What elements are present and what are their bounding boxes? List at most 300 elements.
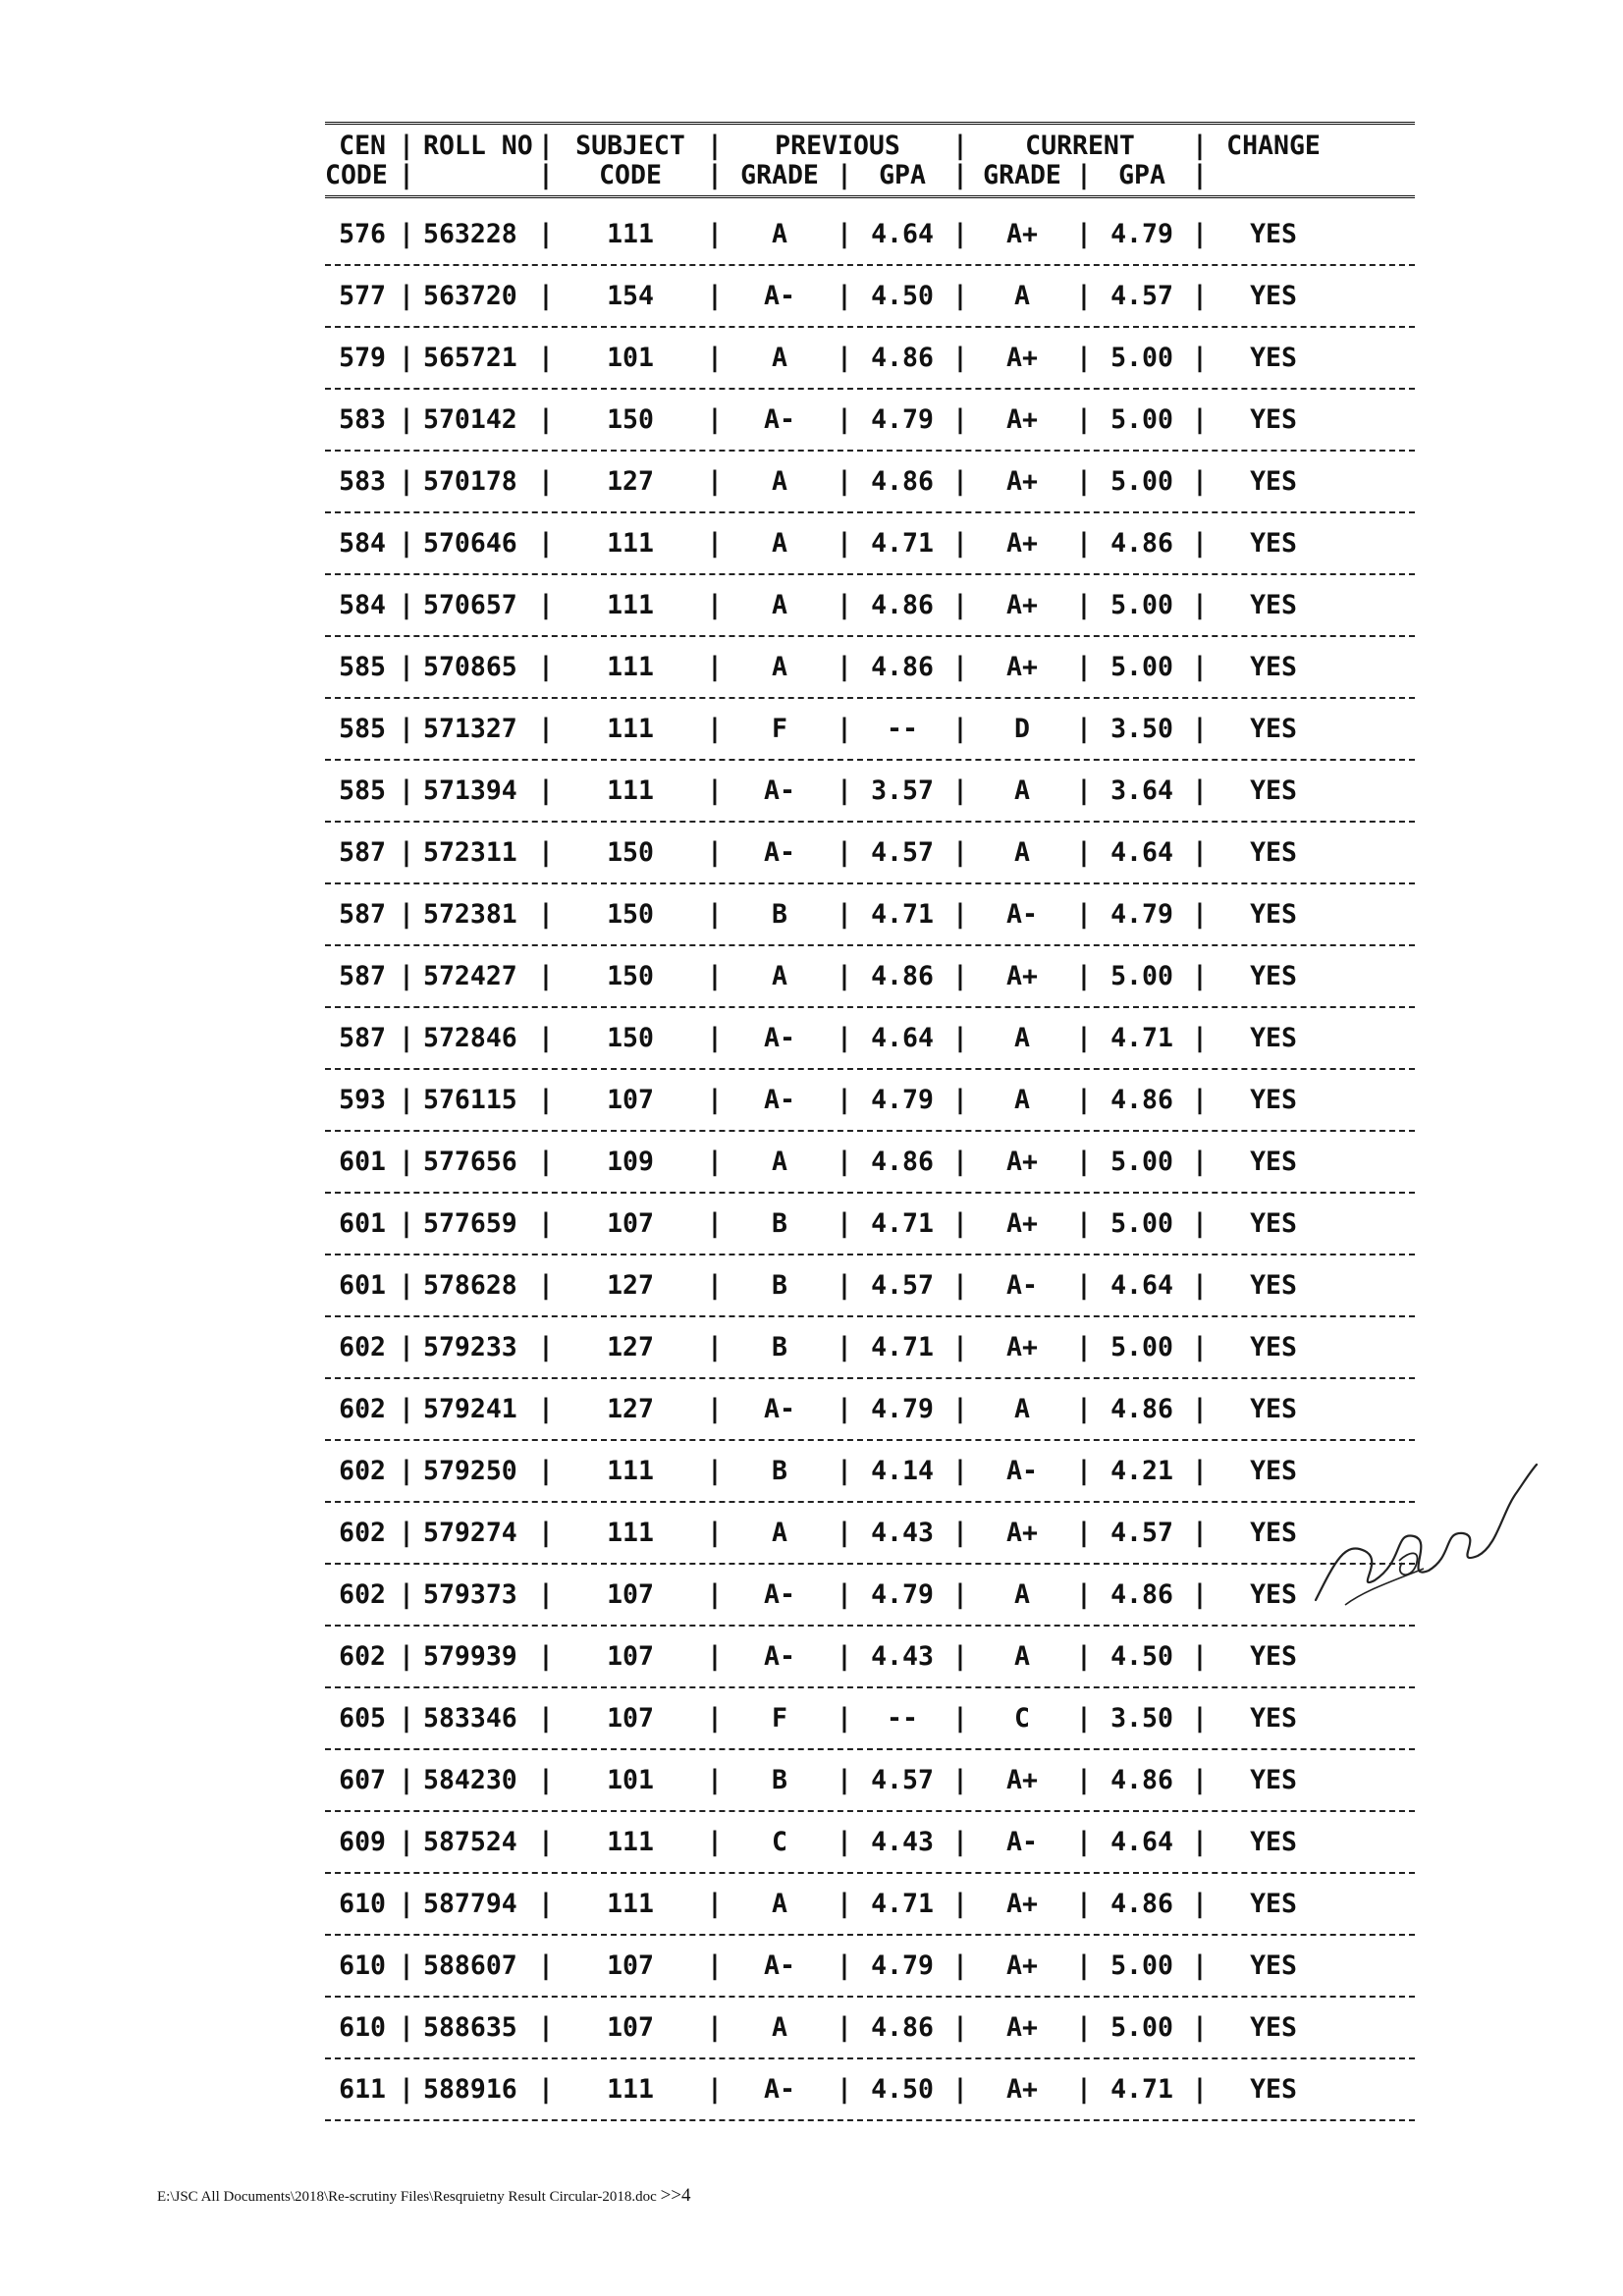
cell-subject-code: 111 — [607, 652, 654, 682]
cell-curr-grade: A+ — [1006, 590, 1038, 620]
cell-curr-gpa: 5.00 — [1110, 590, 1173, 620]
table-row: 583 | 570142 | 150 | A- | 4.79 | A+ | 5.00 | YES — [325, 390, 1415, 450]
cell-cen-code: 584 — [339, 590, 386, 620]
cell-prev-grade: C — [772, 1827, 787, 1857]
cell-curr-grade: A — [1014, 837, 1030, 868]
cell-change: YES — [1250, 1950, 1297, 1981]
cell-prev-grade: A- — [764, 1950, 795, 1981]
cell-curr-gpa: 5.00 — [1110, 2012, 1173, 2043]
cell-subject-code: 107 — [607, 1950, 654, 1981]
cell-cen-code: 587 — [339, 899, 386, 930]
cell-roll-no: 571394 — [423, 775, 517, 806]
table-row: 602 | 579241 | 127 | A- | 4.79 | A | 4.86 | YES — [325, 1379, 1415, 1439]
cell-cen-code: 602 — [339, 1641, 386, 1672]
cell-roll-no: 588607 — [423, 1950, 517, 1981]
cell-curr-gpa: 4.86 — [1110, 528, 1173, 559]
cell-curr-gpa: 5.00 — [1110, 652, 1173, 682]
cell-subject-code: 111 — [607, 219, 654, 249]
table-row: 583 | 570178 | 127 | A | 4.86 | A+ | 5.00 | YES — [325, 452, 1415, 511]
row-divider — [325, 2119, 1415, 2121]
cell-change: YES — [1250, 404, 1297, 435]
cell-roll-no: 579233 — [423, 1332, 517, 1362]
cell-prev-gpa: 4.43 — [871, 1641, 934, 1672]
header-subject-code: CODE — [599, 159, 662, 190]
cell-curr-grade: A+ — [1006, 1950, 1038, 1981]
cell-roll-no: 572427 — [423, 961, 517, 991]
cell-curr-gpa: 5.00 — [1110, 1950, 1173, 1981]
cell-subject-code: 111 — [607, 2074, 654, 2105]
cell-curr-gpa: 4.21 — [1110, 1456, 1173, 1486]
table-row: 587 | 572846 | 150 | A- | 4.64 | A | 4.71 | YES — [325, 1008, 1415, 1068]
cell-curr-gpa: 5.00 — [1110, 404, 1173, 435]
cell-roll-no: 579250 — [423, 1456, 517, 1486]
cell-roll-no: 570646 — [423, 528, 517, 559]
cell-curr-grade: A- — [1006, 1270, 1038, 1301]
cell-cen-code: 587 — [339, 1023, 386, 1053]
cell-prev-gpa: 4.86 — [871, 1147, 934, 1177]
cell-subject-code: 150 — [607, 404, 654, 435]
cell-roll-no: 572846 — [423, 1023, 517, 1053]
cell-roll-no: 583346 — [423, 1703, 517, 1734]
cell-curr-gpa: 4.86 — [1110, 1889, 1173, 1919]
cell-prev-gpa: 4.86 — [871, 961, 934, 991]
table-row: 585 | 570865 | 111 | A | 4.86 | A+ | 5.00 | YES — [325, 637, 1415, 697]
cell-curr-grade: A+ — [1006, 2012, 1038, 2043]
header-cen-code: CODE — [325, 159, 388, 190]
cell-curr-grade: A+ — [1006, 404, 1038, 435]
cell-prev-grade: B — [772, 1456, 787, 1486]
table-row: 602 | 579373 | 107 | A- | 4.79 | A | 4.86 | YES — [325, 1565, 1415, 1625]
cell-change: YES — [1250, 1641, 1297, 1672]
cell-roll-no: 570178 — [423, 466, 517, 497]
table-row: 601 | 577659 | 107 | B | 4.71 | A+ | 5.00 | YES — [325, 1194, 1415, 1254]
cell-prev-grade: A- — [764, 1023, 795, 1053]
header-change: CHANGE — [1226, 130, 1321, 161]
cell-subject-code: 109 — [607, 1147, 654, 1177]
cell-prev-gpa: -- — [887, 1703, 918, 1734]
cell-prev-grade: A — [772, 466, 787, 497]
table-row: 602 | 579250 | 111 | B | 4.14 | A- | 4.21 | YES — [325, 1441, 1415, 1501]
cell-roll-no: 579939 — [423, 1641, 517, 1672]
cell-cen-code: 593 — [339, 1085, 386, 1115]
cell-subject-code: 107 — [607, 1085, 654, 1115]
result-table — [325, 116, 1415, 2121]
table-row: 610 | 588607 | 107 | A- | 4.79 | A+ | 5.00 | YES — [325, 1936, 1415, 1996]
cell-roll-no: 578628 — [423, 1270, 517, 1301]
table-row: 579 | 565721 | 101 | A | 4.86 | A+ | 5.00 | YES — [325, 328, 1415, 388]
cell-change: YES — [1250, 219, 1297, 249]
cell-curr-grade: D — [1014, 714, 1030, 744]
cell-prev-gpa: 4.57 — [871, 837, 934, 868]
cell-prev-gpa: 4.57 — [871, 1765, 934, 1795]
cell-prev-grade: B — [772, 899, 787, 930]
cell-curr-gpa: 4.86 — [1110, 1085, 1173, 1115]
cell-change: YES — [1250, 1208, 1297, 1239]
cell-curr-gpa: 4.79 — [1110, 899, 1173, 930]
cell-curr-grade: A — [1014, 1023, 1030, 1053]
cell-curr-gpa: 4.86 — [1110, 1765, 1173, 1795]
cell-prev-grade: A — [772, 2012, 787, 2043]
cell-prev-gpa: 4.86 — [871, 590, 934, 620]
cell-cen-code: 602 — [339, 1456, 386, 1486]
cell-cen-code: 601 — [339, 1208, 386, 1239]
cell-prev-grade: A — [772, 1518, 787, 1548]
cell-change: YES — [1250, 1332, 1297, 1362]
table-row: 577 | 563720 | 154 | A- | 4.50 | A | 4.57 | YES — [325, 266, 1415, 326]
cell-prev-gpa: 4.71 — [871, 1889, 934, 1919]
cell-change: YES — [1250, 2074, 1297, 2105]
cell-roll-no: 584230 — [423, 1765, 517, 1795]
cell-roll-no: 587524 — [423, 1827, 517, 1857]
cell-prev-gpa: 4.71 — [871, 528, 934, 559]
cell-prev-grade: A- — [764, 281, 795, 311]
table-header: CEN | ROLL NO | SUBJECT | PREVIOUS | CURRENT | CHANGE CODE | | CODE | GRADE | GPA | GRADE | GPA | — [325, 131, 1415, 189]
cell-subject-code: 127 — [607, 466, 654, 497]
cell-prev-grade: A — [772, 343, 787, 373]
cell-prev-grade: A — [772, 961, 787, 991]
cell-cen-code: 610 — [339, 1889, 386, 1919]
cell-cen-code: 577 — [339, 281, 386, 311]
cell-change: YES — [1250, 1456, 1297, 1486]
cell-cen-code: 576 — [339, 219, 386, 249]
table-row: 585 | 571394 | 111 | A- | 3.57 | A | 3.64 | YES — [325, 761, 1415, 821]
cell-curr-gpa: 5.00 — [1110, 1147, 1173, 1177]
cell-roll-no: 563720 — [423, 281, 517, 311]
cell-prev-gpa: 4.86 — [871, 343, 934, 373]
header-previous: PREVIOUS — [775, 130, 900, 161]
cell-change: YES — [1250, 899, 1297, 930]
table-body — [325, 204, 1415, 2121]
cell-roll-no: 570657 — [423, 590, 517, 620]
cell-subject-code: 107 — [607, 1579, 654, 1610]
cell-prev-grade: A- — [764, 404, 795, 435]
cell-curr-grade: A- — [1006, 1456, 1038, 1486]
cell-curr-gpa: 3.50 — [1110, 1703, 1173, 1734]
table-row: 585 | 571327 | 111 | F | -- | D | 3.50 | YES — [325, 699, 1415, 759]
cell-cen-code: 601 — [339, 1270, 386, 1301]
cell-roll-no: 588635 — [423, 2012, 517, 2043]
cell-cen-code: 587 — [339, 961, 386, 991]
cell-curr-grade: C — [1014, 1703, 1030, 1734]
cell-curr-grade: A+ — [1006, 2074, 1038, 2105]
cell-change: YES — [1250, 1147, 1297, 1177]
cell-cen-code: 585 — [339, 775, 386, 806]
cell-subject-code: 154 — [607, 281, 654, 311]
cell-roll-no: 572381 — [423, 899, 517, 930]
cell-change: YES — [1250, 1889, 1297, 1919]
cell-roll-no: 563228 — [423, 219, 517, 249]
table-row: 610 | 587794 | 111 | A | 4.71 | A+ | 4.86 | YES — [325, 1874, 1415, 1934]
cell-change: YES — [1250, 466, 1297, 497]
file-path: E:\JSC All Documents\2018\Re-scrutiny Files\Resqruietny Result Circular-2018.doc — [157, 2189, 657, 2205]
cell-subject-code: 111 — [607, 528, 654, 559]
cell-roll-no: 576115 — [423, 1085, 517, 1115]
table-row: 602 | 579274 | 111 | A | 4.43 | A+ | 4.57 | YES — [325, 1503, 1415, 1563]
cell-subject-code: 101 — [607, 1765, 654, 1795]
cell-change: YES — [1250, 714, 1297, 744]
cell-roll-no: 572311 — [423, 837, 517, 868]
cell-curr-grade: A — [1014, 281, 1030, 311]
cell-cen-code: 602 — [339, 1579, 386, 1610]
cell-prev-gpa: 4.86 — [871, 652, 934, 682]
cell-subject-code: 127 — [607, 1394, 654, 1424]
cell-curr-grade: A+ — [1006, 1889, 1038, 1919]
cell-subject-code: 111 — [607, 590, 654, 620]
table-row: 576 | 563228 | 111 | A | 4.64 | A+ | 4.79 | YES — [325, 204, 1415, 264]
cell-roll-no: 571327 — [423, 714, 517, 744]
cell-prev-gpa: 4.64 — [871, 1023, 934, 1053]
cell-cen-code: 609 — [339, 1827, 386, 1857]
cell-curr-gpa: 5.00 — [1110, 1208, 1173, 1239]
cell-cen-code: 587 — [339, 837, 386, 868]
cell-prev-grade: A — [772, 590, 787, 620]
cell-curr-gpa: 3.50 — [1110, 714, 1173, 744]
cell-curr-gpa: 3.64 — [1110, 775, 1173, 806]
cell-cen-code: 585 — [339, 714, 386, 744]
cell-prev-gpa: 4.79 — [871, 1579, 934, 1610]
cell-prev-grade: B — [772, 1270, 787, 1301]
cell-curr-gpa: 4.71 — [1110, 1023, 1173, 1053]
cell-subject-code: 107 — [607, 1208, 654, 1239]
cell-roll-no: 579274 — [423, 1518, 517, 1548]
cell-curr-grade: A+ — [1006, 1147, 1038, 1177]
cell-prev-grade: A- — [764, 1641, 795, 1672]
cell-curr-grade: A+ — [1006, 1208, 1038, 1239]
cell-curr-grade: A — [1014, 1579, 1030, 1610]
cell-curr-grade: A — [1014, 775, 1030, 806]
double-rule-header — [325, 195, 1415, 204]
cell-prev-gpa: 4.43 — [871, 1518, 934, 1548]
table-row: 607 | 584230 | 101 | B | 4.57 | A+ | 4.86 | YES — [325, 1750, 1415, 1810]
cell-subject-code: 150 — [607, 961, 654, 991]
cell-prev-grade: A- — [764, 775, 795, 806]
cell-curr-gpa: 4.64 — [1110, 837, 1173, 868]
cell-change: YES — [1250, 343, 1297, 373]
cell-curr-grade: A+ — [1006, 466, 1038, 497]
cell-curr-gpa: 4.79 — [1110, 219, 1173, 249]
cell-prev-grade: A — [772, 219, 787, 249]
cell-subject-code: 111 — [607, 714, 654, 744]
cell-subject-code: 107 — [607, 1703, 654, 1734]
cell-change: YES — [1250, 775, 1297, 806]
cell-curr-gpa: 4.64 — [1110, 1270, 1173, 1301]
cell-curr-gpa: 4.50 — [1110, 1641, 1173, 1672]
cell-prev-gpa: -- — [887, 714, 918, 744]
cell-change: YES — [1250, 652, 1297, 682]
cell-prev-gpa: 4.79 — [871, 1950, 934, 1981]
cell-subject-code: 111 — [607, 1518, 654, 1548]
cell-curr-grade: A- — [1006, 1827, 1038, 1857]
page-marker: >>4 — [660, 2185, 691, 2206]
cell-prev-gpa: 4.86 — [871, 466, 934, 497]
cell-change: YES — [1250, 1703, 1297, 1734]
cell-cen-code: 602 — [339, 1332, 386, 1362]
cell-curr-gpa: 4.57 — [1110, 281, 1173, 311]
table-row: 584 | 570646 | 111 | A | 4.71 | A+ | 4.86 | YES — [325, 513, 1415, 573]
cell-prev-grade: B — [772, 1208, 787, 1239]
cell-prev-gpa: 4.79 — [871, 1085, 934, 1115]
cell-prev-grade: A- — [764, 1085, 795, 1115]
table-row: 587 | 572381 | 150 | B | 4.71 | A- | 4.79 | YES — [325, 884, 1415, 944]
cell-change: YES — [1250, 590, 1297, 620]
cell-curr-grade: A+ — [1006, 219, 1038, 249]
table-row: 605 | 583346 | 107 | F | -- | C | 3.50 | YES — [325, 1688, 1415, 1748]
cell-cen-code: 607 — [339, 1765, 386, 1795]
cell-cen-code: 602 — [339, 1394, 386, 1424]
table-row: 611 | 588916 | 111 | A- | 4.50 | A+ | 4.71 | YES — [325, 2059, 1415, 2119]
cell-curr-grade: A- — [1006, 899, 1038, 930]
cell-cen-code: 583 — [339, 404, 386, 435]
cell-curr-gpa: 5.00 — [1110, 466, 1173, 497]
cell-cen-code: 585 — [339, 652, 386, 682]
cell-change: YES — [1250, 1023, 1297, 1053]
table-row: 609 | 587524 | 111 | C | 4.43 | A- | 4.64 | YES — [325, 1812, 1415, 1872]
cell-prev-grade: A- — [764, 1394, 795, 1424]
document-footer — [157, 2185, 691, 2207]
cell-prev-grade: A — [772, 1147, 787, 1177]
cell-prev-gpa: 3.57 — [871, 775, 934, 806]
cell-curr-gpa: 4.86 — [1110, 1394, 1173, 1424]
header-curr-grade: GRADE — [983, 159, 1061, 190]
cell-change: YES — [1250, 837, 1297, 868]
cell-roll-no: 587794 — [423, 1889, 517, 1919]
cell-curr-gpa: 4.86 — [1110, 1579, 1173, 1610]
cell-curr-grade: A+ — [1006, 1518, 1038, 1548]
cell-cen-code: 602 — [339, 1518, 386, 1548]
cell-change: YES — [1250, 1579, 1297, 1610]
cell-subject-code: 111 — [607, 1456, 654, 1486]
cell-curr-grade: A+ — [1006, 652, 1038, 682]
cell-subject-code: 101 — [607, 343, 654, 373]
cell-prev-grade: F — [772, 1703, 787, 1734]
cell-change: YES — [1250, 1518, 1297, 1548]
cell-prev-grade: A — [772, 528, 787, 559]
cell-cen-code: 601 — [339, 1147, 386, 1177]
cell-prev-gpa: 4.57 — [871, 1270, 934, 1301]
cell-roll-no: 570865 — [423, 652, 517, 682]
cell-subject-code: 127 — [607, 1332, 654, 1362]
cell-prev-gpa: 4.86 — [871, 2012, 934, 2043]
cell-prev-gpa: 4.71 — [871, 1208, 934, 1239]
cell-prev-grade: F — [772, 714, 787, 744]
table-row: 601 | 578628 | 127 | B | 4.57 | A- | 4.64 | YES — [325, 1255, 1415, 1315]
cell-prev-gpa: 4.71 — [871, 899, 934, 930]
table-row: 584 | 570657 | 111 | A | 4.86 | A+ | 5.00 | YES — [325, 575, 1415, 635]
header-current: CURRENT — [1025, 130, 1135, 161]
cell-cen-code: 583 — [339, 466, 386, 497]
cell-change: YES — [1250, 281, 1297, 311]
table-row: 602 | 579233 | 127 | B | 4.71 | A+ | 5.00 | YES — [325, 1317, 1415, 1377]
header-cen: CEN — [339, 130, 386, 161]
table-row: 593 | 576115 | 107 | A- | 4.79 | A | 4.86 | YES — [325, 1070, 1415, 1130]
cell-subject-code: 150 — [607, 899, 654, 930]
table-row: 587 | 572427 | 150 | A | 4.86 | A+ | 5.00 | YES — [325, 946, 1415, 1006]
cell-curr-gpa: 5.00 — [1110, 1332, 1173, 1362]
table-row: 587 | 572311 | 150 | A- | 4.57 | A | 4.64 | YES — [325, 823, 1415, 882]
cell-roll-no: 577656 — [423, 1147, 517, 1177]
header-roll-no: ROLL NO — [423, 130, 533, 161]
table-row: 601 | 577656 | 109 | A | 4.86 | A+ | 5.00 | YES — [325, 1132, 1415, 1192]
cell-subject-code: 150 — [607, 837, 654, 868]
cell-prev-grade: A- — [764, 837, 795, 868]
cell-roll-no: 577659 — [423, 1208, 517, 1239]
cell-roll-no: 565721 — [423, 343, 517, 373]
table-row: 610 | 588635 | 107 | A | 4.86 | A+ | 5.00 | YES — [325, 1998, 1415, 2057]
cell-change: YES — [1250, 528, 1297, 559]
cell-change: YES — [1250, 961, 1297, 991]
cell-prev-grade: A — [772, 1889, 787, 1919]
cell-change: YES — [1250, 1765, 1297, 1795]
header-prev-grade: GRADE — [740, 159, 819, 190]
cell-subject-code: 111 — [607, 1889, 654, 1919]
cell-curr-gpa: 4.64 — [1110, 1827, 1173, 1857]
cell-cen-code: 611 — [339, 2074, 386, 2105]
cell-prev-grade: A- — [764, 2074, 795, 2105]
cell-change: YES — [1250, 1085, 1297, 1115]
header-curr-gpa: GPA — [1118, 159, 1165, 190]
cell-roll-no: 579373 — [423, 1579, 517, 1610]
cell-prev-grade: A — [772, 652, 787, 682]
cell-prev-gpa: 4.64 — [871, 219, 934, 249]
cell-curr-grade: A — [1014, 1641, 1030, 1672]
cell-change: YES — [1250, 2012, 1297, 2043]
cell-change: YES — [1250, 1394, 1297, 1424]
cell-cen-code: 610 — [339, 1950, 386, 1981]
cell-prev-gpa: 4.43 — [871, 1827, 934, 1857]
cell-cen-code: 605 — [339, 1703, 386, 1734]
cell-curr-gpa: 4.57 — [1110, 1518, 1173, 1548]
cell-subject-code: 107 — [607, 1641, 654, 1672]
cell-curr-grade: A+ — [1006, 1332, 1038, 1362]
cell-prev-grade: B — [772, 1332, 787, 1362]
cell-prev-grade: B — [772, 1765, 787, 1795]
cell-curr-gpa: 5.00 — [1110, 343, 1173, 373]
cell-change: YES — [1250, 1827, 1297, 1857]
cell-prev-grade: A- — [764, 1579, 795, 1610]
cell-roll-no: 588916 — [423, 2074, 517, 2105]
cell-curr-grade: A+ — [1006, 1765, 1038, 1795]
cell-cen-code: 579 — [339, 343, 386, 373]
cell-prev-gpa: 4.79 — [871, 1394, 934, 1424]
cell-prev-gpa: 4.50 — [871, 2074, 934, 2105]
cell-curr-grade: A — [1014, 1394, 1030, 1424]
cell-subject-code: 150 — [607, 1023, 654, 1053]
cell-subject-code: 127 — [607, 1270, 654, 1301]
cell-subject-code: 107 — [607, 2012, 654, 2043]
cell-curr-gpa: 5.00 — [1110, 961, 1173, 991]
cell-curr-grade: A — [1014, 1085, 1030, 1115]
cell-cen-code: 584 — [339, 528, 386, 559]
cell-prev-gpa: 4.79 — [871, 404, 934, 435]
cell-subject-code: 111 — [607, 775, 654, 806]
cell-curr-grade: A+ — [1006, 961, 1038, 991]
header-prev-gpa: GPA — [879, 159, 926, 190]
cell-curr-grade: A+ — [1006, 343, 1038, 373]
cell-change: YES — [1250, 1270, 1297, 1301]
cell-prev-gpa: 4.71 — [871, 1332, 934, 1362]
cell-prev-gpa: 4.50 — [871, 281, 934, 311]
cell-subject-code: 111 — [607, 1827, 654, 1857]
header-subject: SUBJECT — [575, 130, 685, 161]
cell-curr-grade: A+ — [1006, 528, 1038, 559]
cell-prev-gpa: 4.14 — [871, 1456, 934, 1486]
cell-roll-no: 570142 — [423, 404, 517, 435]
cell-roll-no: 579241 — [423, 1394, 517, 1424]
table-row: 602 | 579939 | 107 | A- | 4.43 | A | 4.50 | YES — [325, 1627, 1415, 1686]
handwritten-signature — [1306, 1443, 1542, 1620]
cell-curr-gpa: 4.71 — [1110, 2074, 1173, 2105]
cell-cen-code: 610 — [339, 2012, 386, 2043]
